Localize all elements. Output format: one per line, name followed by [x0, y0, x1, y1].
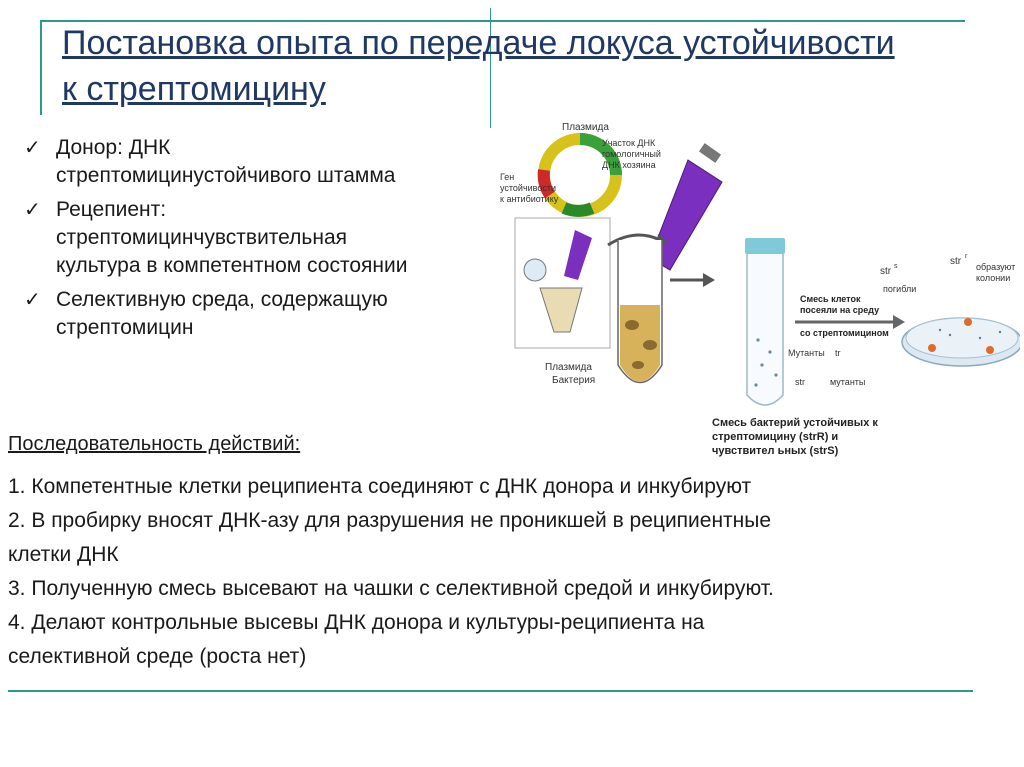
experiment-figure — [500, 110, 1020, 470]
step-3: 3. Полученную смесь высевают на чашки с селективной средой и инкубируют. — [8, 577, 774, 600]
step-4: 4. Делают контрольные высевы ДНК донора и культуры-реципиента на — [8, 611, 705, 634]
label-str-r-tube: str — [795, 377, 805, 387]
label-mutants-1: Мутанты — [788, 348, 825, 358]
frame-line-bottom — [8, 690, 973, 692]
check-icon: ✓ — [24, 199, 41, 221]
bullet-donor-line1: Донор: ДНК — [56, 136, 171, 159]
label-form-1: образуют — [976, 262, 1016, 272]
label-mix-3: со стрептомицином — [800, 328, 889, 338]
step-4-cont: селективной среде (роста нет) — [8, 645, 307, 668]
label-sup-s: s — [894, 263, 898, 270]
bullet-donor — [18, 134, 498, 190]
bullet-medium — [18, 286, 498, 342]
label-dna-region-3: ДНК хозяина — [602, 160, 656, 170]
bullet-donor-line2: стрептомицинустойчивого штамма — [56, 164, 396, 187]
label-str-s-tube: tr — [835, 348, 841, 358]
frame-line-left — [40, 20, 42, 115]
arrow-head-icon — [703, 273, 715, 287]
label-mutants-2: мутанты — [830, 377, 866, 387]
label-bacterium: Бактерия — [552, 375, 596, 386]
label-plasmid-2: Плазмида — [545, 362, 592, 373]
label-mix-1: Смесь клеток — [800, 294, 861, 304]
bullet-recipient-line2: стрептомицинчувствительная — [56, 226, 348, 249]
check-icon: ✓ — [24, 289, 41, 311]
label-str-s: str — [880, 266, 892, 277]
bullet-medium-line2: стрептомицин — [56, 316, 194, 339]
test-tube-icon — [745, 238, 785, 405]
label-dna-region-2: гомологичный — [602, 149, 661, 159]
step-2-cont: клетки ДНК — [8, 543, 119, 566]
label-sup-r: r — [965, 253, 968, 260]
label-gene-1: Ген — [500, 172, 515, 182]
label-mix-2: посеяли на среду — [800, 305, 880, 315]
caption-line-1: Смесь бактерий устойчивых к — [712, 417, 878, 429]
step-2: 2. В пробирку вносят ДНК-азу для разрушения не проникшей в реципиентные — [8, 509, 772, 532]
bullet-medium-line1: Селективную среда, содержащую — [56, 288, 388, 311]
bullet-recipient-line3: культура в компетентном состоянии — [56, 254, 408, 277]
arrow-head-icon — [893, 315, 905, 329]
bullet-recipient — [18, 196, 498, 280]
caption-line-3: чувствител ьных (strS) — [712, 445, 839, 457]
culture-tube-icon — [618, 240, 662, 383]
label-dna-region-1: Участок ДНК — [602, 138, 656, 148]
steps-list — [8, 470, 993, 674]
label-gene-3: к антибиотику — [500, 194, 559, 204]
label-died: погибли — [883, 284, 917, 294]
label-str-r: str — [950, 256, 962, 267]
step-1: 1. Компетентные клетки реципиента соединяют с ДНК донора и инкубируют — [8, 475, 752, 498]
label-plasmid: Плазмида — [562, 122, 609, 133]
caption-line-2: стрептомицину (strR) и — [712, 431, 839, 443]
check-icon: ✓ — [24, 137, 41, 159]
slide-title: Постановка опыта по передаче локуса устойчивости к стрептомицину — [62, 24, 895, 108]
label-gene-2: устойчивости — [500, 183, 557, 193]
petri-dish-icon — [902, 318, 1020, 366]
bullet-recipient-line1: Рецепиент: — [56, 198, 167, 221]
label-form-2: колонии — [976, 273, 1011, 283]
sequence-heading: Последовательность действий: — [8, 433, 301, 455]
bullet-list — [18, 134, 498, 348]
